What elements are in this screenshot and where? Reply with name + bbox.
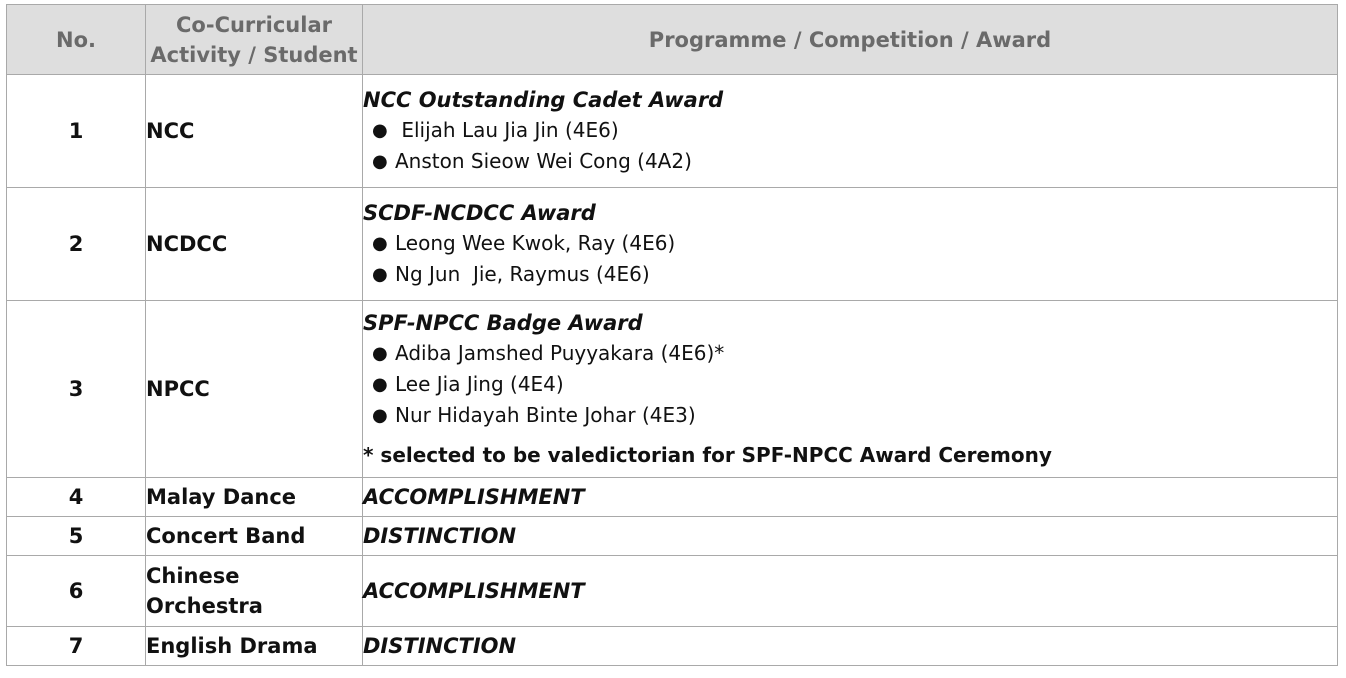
list-item [363,228,1337,259]
cca-name: NCC [146,75,363,188]
table-row [7,517,1338,556]
row-number: 7 [7,627,146,666]
awards-table [6,4,1338,666]
programme-cell [363,301,1338,478]
programme-cell [363,75,1338,188]
student-name: Nur Hidayah Binte Johar (4E3) [395,403,696,427]
list-item [363,338,1337,369]
list-item [363,369,1337,400]
award-title: SCDF-NCDCC Award [363,201,596,225]
footnote: * selected to be valedictorian for SPF-NPCC Award Ceremony [363,443,1052,467]
student-name: Adiba Jamshed Puyyakara (4E6)* [395,341,725,365]
award-title: SPF-NPCC Badge Award [363,311,643,335]
student-name: Leong Wee Kwok, Ray (4E6) [395,231,676,255]
row-number: 6 [7,556,146,627]
student-list [363,115,1337,177]
table-row [7,627,1338,666]
table-row [7,188,1338,301]
row-number: 1 [7,75,146,188]
result-cell: ACCOMPLISHMENT [363,556,1338,627]
cca-name: English Drama [146,627,363,666]
list-item [363,115,1337,146]
cca-name: Malay Dance [146,478,363,517]
table-row [7,75,1338,188]
row-number: 2 [7,188,146,301]
cca-name: Chinese Orchestra [146,556,363,627]
bullet-icon: ● [372,151,388,172]
row-number: 4 [7,478,146,517]
result-cell: DISTINCTION [363,517,1338,556]
bullet-icon: ● [372,374,388,395]
table-row [7,478,1338,517]
bullet-icon: ● [372,264,388,285]
row-number: 5 [7,517,146,556]
list-item [363,259,1337,290]
cca-name: NCDCC [146,188,363,301]
student-list [363,228,1337,290]
bullet-icon: ● [372,343,388,364]
student-name: Lee Jia Jing (4E4) [395,372,564,396]
result-cell: DISTINCTION [363,627,1338,666]
student-name: Ng Jun Jie, Raymus (4E6) [395,262,650,286]
award-title: NCC Outstanding Cadet Award [363,88,724,112]
table-row [7,301,1338,478]
bullet-icon: ● [372,405,388,426]
cca-name: Concert Band [146,517,363,556]
student-list [363,338,1337,431]
list-item [363,400,1337,431]
header-programme: Programme / Competition / Award [363,5,1338,75]
cca-name: NPCC [146,301,363,478]
header-cca: Co-Curricular Activity / Student [146,5,363,75]
student-name: Elijah Lau Jia Jin (4E6) [395,118,619,142]
result-cell: ACCOMPLISHMENT [363,478,1338,517]
student-name: Anston Sieow Wei Cong (4A2) [395,149,692,173]
bullet-icon: ● [372,233,388,254]
bullet-icon: ● [372,120,388,141]
list-item [363,146,1337,177]
programme-cell [363,188,1338,301]
table-row [7,556,1338,627]
header-row [7,5,1338,75]
header-no: No. [7,5,146,75]
row-number: 3 [7,301,146,478]
